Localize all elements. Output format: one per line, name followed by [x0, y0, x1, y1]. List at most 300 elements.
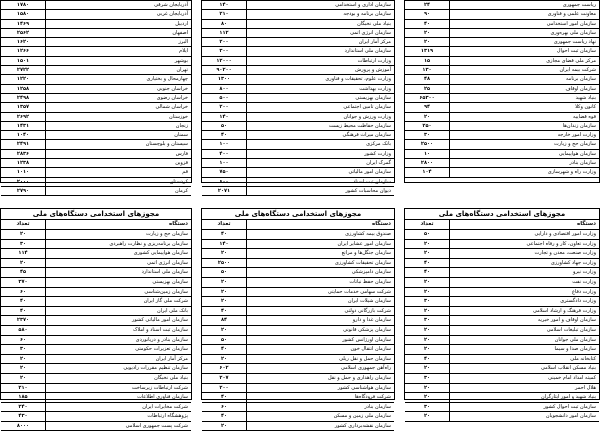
row-count: ۱۳۰ [422, 67, 432, 74]
table-row [1, 131, 191, 140]
row-organization: شرکت بیمه ایران [449, 66, 599, 74]
row-organization: کردستان [45, 178, 191, 186]
header-count: تعداد [16, 221, 30, 227]
row-count: ۲۰۰ [219, 384, 229, 391]
row-count: ۲۰ [220, 326, 228, 333]
row-count: ۵۰ [220, 336, 228, 343]
row-organization: وزارت صنعت، معدن و تجارت [449, 249, 599, 258]
row-organization: سازمان فناوری اطلاعات [45, 393, 191, 402]
row-count: ۱۵۸۰ [16, 11, 30, 18]
table-row [1, 278, 191, 288]
table-row [202, 140, 394, 149]
row-count: ۱۳۵۷ [16, 104, 30, 111]
row-organization: سازمان بنادر و دریانوردی [45, 336, 191, 345]
row-organization: البرز [45, 38, 191, 46]
row-organization: وزارت دفاع [449, 288, 599, 297]
row-organization: سازمان اورژانس کشور [246, 336, 394, 345]
row-count: ۲۰۰ [219, 39, 229, 46]
row-organization: ریاست جمهوری [449, 1, 599, 9]
table-row [1, 168, 191, 177]
table-row [202, 345, 394, 355]
row-count: ۲۴۹۸ [16, 94, 30, 101]
row-organization: سازمان بنادر [449, 159, 599, 167]
row-organization: سازمان میراث فرهنگی [246, 131, 394, 139]
row-count: ۴۰ [423, 20, 431, 27]
row-count: ۵۰ [220, 122, 228, 129]
table-row [405, 38, 599, 47]
row-organization: سازمان هواپیمایی [449, 150, 599, 158]
row-organization: سازمان پزشکی قانونی [246, 326, 394, 335]
row-count: ۱۸۵ [18, 394, 28, 401]
row-count: ۳۰ [423, 403, 431, 410]
row-organization: قوه قضاییه [449, 113, 599, 121]
table-row [405, 336, 599, 346]
row-count: ۲۶۹۲ [16, 113, 30, 120]
table-row [405, 278, 599, 288]
table-row [202, 113, 394, 122]
row-count: ۲۰ [423, 113, 431, 120]
row-organization: خراسان شمالی [45, 103, 191, 111]
table-row [1, 29, 191, 38]
table-row [202, 1, 394, 10]
row-count: ۴۰ [220, 394, 228, 401]
row-count: ۱۲۳۸ [16, 160, 30, 167]
table-row [405, 103, 599, 112]
table-row [202, 94, 394, 103]
table-row [405, 326, 599, 336]
row-organization: سازمان ملی زمین و مسکن [246, 412, 394, 421]
row-organization: چهارمحال و بختیاری [45, 75, 191, 83]
row-organization: فارس [45, 150, 191, 158]
row-count: ۲۸۳۶ [16, 150, 30, 157]
table-row [202, 297, 394, 307]
row-count: ۲۰ [19, 355, 27, 362]
row-count: ۲۰ [423, 365, 431, 372]
row-organization: کتابخانه ملی [449, 355, 599, 364]
row-count: ۲۰ [423, 29, 431, 36]
row-count: ۴۰ [19, 307, 27, 314]
table-row [202, 47, 394, 56]
table-row [1, 412, 191, 422]
row-organization: بنیاد شهید [449, 94, 599, 102]
row-count: ۲۵۶۲ [16, 29, 30, 36]
table-row [1, 178, 191, 187]
row-count: ۲۰ [19, 374, 27, 381]
table-title: مجوزهای استخدامی دستگاه‌های ملی [405, 209, 599, 220]
row-count: ۳۰ [423, 298, 431, 305]
table-row [1, 422, 191, 431]
row-count: ۱۲۵۸ [16, 85, 30, 92]
table-row [405, 94, 599, 103]
table-row [202, 178, 394, 187]
row-organization: سیستان و بلوچستان [45, 140, 191, 148]
row-count: ۴۵ [19, 269, 27, 276]
table-row [1, 288, 191, 298]
row-count: ۱۵۰۱ [16, 57, 30, 64]
table-row [405, 1, 599, 10]
row-organization: سازمان بهزیستی [45, 278, 191, 287]
row-organization: مرکز آمار ایران [246, 38, 394, 46]
row-organization: سازمان حفظ نباتات [246, 278, 394, 287]
row-organization: وزارت تعاون، کار و رفاه اجتماعی [449, 240, 599, 249]
table-row [405, 20, 599, 29]
table-row [1, 47, 191, 56]
table-row [405, 249, 599, 259]
row-organization: خوزستان [45, 113, 191, 121]
row-count: ۲۰ [423, 384, 431, 391]
row-count: ۱۶۲۰ [16, 39, 30, 46]
row-count: ۴۰ [423, 355, 431, 362]
table-row [202, 364, 394, 374]
row-count: ۲۰ [19, 259, 27, 266]
row-count: ۲۰ [423, 326, 431, 333]
row-organization: سازمان اوقاف [449, 85, 599, 93]
header-count: تعداد [420, 221, 434, 227]
table-row [1, 113, 191, 122]
table-header [1, 220, 191, 230]
table-row [202, 384, 394, 394]
table-bottom-left [0, 208, 192, 429]
row-organization: اردبیل [45, 20, 191, 28]
table-row [405, 288, 599, 298]
table-body [202, 230, 394, 431]
row-organization: قزوین [45, 159, 191, 167]
row-organization: سازمان تعزیرات حکومتی [45, 345, 191, 354]
row-count: ۳۰ [423, 132, 431, 139]
row-organization: وزارت امور خارجه [449, 131, 599, 139]
row-count: ۳۰ [423, 374, 431, 381]
row-count: ۴۰ [423, 269, 431, 276]
table-row [1, 140, 191, 149]
row-organization: سازمان انرژی اتمی [246, 29, 394, 37]
row-organization: سازمان امور مالیاتی [246, 168, 394, 176]
table-row [202, 85, 394, 94]
row-organization: سازمان بنادر [246, 403, 394, 412]
row-count: ۴۰ [220, 413, 228, 420]
row-count: ۱۳۱۹ [420, 48, 434, 55]
row-organization: بنیاد شهید و امور ایثارگران [449, 393, 599, 402]
table-row [202, 131, 394, 140]
row-count: ۴۰ [220, 132, 228, 139]
row-organization: وزارت دادگستری [449, 297, 599, 306]
table-row [405, 131, 599, 140]
row-count: ۲۱۰ [18, 384, 28, 391]
table-row [1, 230, 191, 240]
row-organization: پژوهشگاه ارتباطات [45, 412, 191, 421]
row-organization: سازمان اوقاف و امور خیریه [449, 316, 599, 325]
table-row [405, 403, 599, 413]
row-count: ۱۰ [423, 150, 431, 157]
row-organization: سازمان راهداری و حمل و نقل [246, 374, 394, 383]
row-count: ۲۴۰ [18, 403, 28, 410]
table-row [202, 57, 394, 66]
row-count: ۴۰ [220, 346, 228, 353]
row-organization: تهران [45, 66, 191, 74]
table-row [405, 75, 599, 84]
row-organization: معاونت علمی و فناوری [449, 10, 599, 18]
row-organization: وزارت ارتباطات [246, 57, 394, 65]
table-row [405, 393, 599, 403]
row-organization: سازمان تنظیم مقررات رادیویی [45, 364, 191, 373]
row-count: ۲۰ [220, 278, 228, 285]
row-organization: مرکز آمار ایران [45, 355, 191, 364]
row-organization: سازمان تبلیغات اسلامی [449, 326, 599, 335]
row-count: ۲۰ [220, 298, 228, 305]
row-organization: سازمان حج و زیارت [45, 230, 191, 239]
table-row [202, 122, 394, 131]
table-row [1, 57, 191, 66]
row-organization: کمیته امداد امام خمینی [449, 374, 599, 383]
table-row [202, 187, 394, 196]
row-count: ۴۸ [423, 76, 431, 83]
row-organization: کرمان [45, 187, 191, 195]
row-count: ۶۰ [19, 336, 27, 343]
row-organization: بانک ملی ایران [45, 307, 191, 316]
row-organization: سازمان برنامه‌ریزی و نظارت راهبردی [45, 240, 191, 249]
row-count: ۲۵۰ [422, 122, 432, 129]
table-row [1, 150, 191, 159]
row-organization: بنیاد ملی نخبگان [246, 20, 394, 28]
row-organization: سازمان ثبت احوال کشور [449, 403, 599, 412]
table-row [1, 297, 191, 307]
table-row [202, 336, 394, 346]
row-count: ۲۰ [423, 288, 431, 295]
row-organization: هلال احمر [449, 384, 599, 393]
row-count: ۲۱۰ [219, 11, 229, 18]
table-body [1, 230, 191, 431]
row-organization: راه‌آهن جمهوری اسلامی [246, 364, 394, 373]
row-count: ۳۰ [19, 240, 27, 247]
row-organization: سازمان امور استخدامی [449, 20, 599, 28]
row-organization: بانک مرکزی [246, 140, 394, 148]
row-organization: شرکت مخابرات ایران [45, 403, 191, 412]
row-organization: دیوان محاسبات کشور [246, 187, 394, 195]
row-count: ۲۰ [423, 346, 431, 353]
table-row [1, 393, 191, 403]
row-count: ۱۴۶۹ [16, 20, 30, 27]
row-count: ۲۰ [423, 336, 431, 343]
table-row [1, 187, 191, 196]
row-count: ۲۵۰۰ [217, 259, 231, 266]
row-organization: وزارت علوم، تحقیقات و فناوری [246, 75, 394, 83]
table-row [202, 230, 394, 240]
table-row [1, 326, 191, 336]
row-organization: سازمان زندان‌ها [449, 122, 599, 130]
table-row [405, 29, 599, 38]
row-organization: سازمان زمین‌شناسی [45, 288, 191, 297]
table-row [1, 94, 191, 103]
row-count: ۲۴۹۱ [16, 141, 30, 148]
row-count: ۱۳۰۰ [217, 76, 231, 83]
row-organization: سازمان برنامه و بودجه [246, 10, 394, 18]
row-organization: کانون وکلا [449, 103, 599, 111]
table-row [405, 168, 599, 177]
row-count: ۲۵۰۰ [420, 141, 434, 148]
row-count: ۳۰ [19, 346, 27, 353]
table-header [405, 220, 599, 230]
row-organization: سازمان امور دانشجویان [449, 412, 599, 421]
table-row [405, 230, 599, 240]
row-organization: سازمان ثبت اسناد [246, 178, 394, 186]
table-row [1, 38, 191, 47]
row-count: ۱۵ [423, 57, 431, 64]
table-row [202, 75, 394, 84]
row-count: ۱۴۰ [219, 113, 229, 120]
table-row [1, 403, 191, 413]
row-count: ۱۰۴ [422, 169, 432, 176]
row-count: ۳۰۰ [219, 48, 229, 55]
row-organization: سازمان ملی استاندارد [246, 47, 394, 55]
row-organization: ایلام [45, 47, 191, 55]
row-organization: شرکت فرودگاه‌ها [246, 393, 394, 402]
row-count: ۲۰ [220, 422, 228, 429]
table-row [202, 20, 394, 29]
row-organization: سازمان نقشه‌برداری کشور [246, 422, 394, 431]
row-organization: آذربایجان غربی [45, 10, 191, 18]
table-body [202, 1, 394, 196]
table-row [405, 374, 599, 384]
table-row [202, 355, 394, 365]
row-count: ۱۱۴ [18, 250, 28, 257]
row-count: ۲۰ [423, 307, 431, 314]
row-organization: سازمان برنامه [449, 75, 599, 83]
table-row [1, 20, 191, 29]
row-count: ۲۰ [423, 413, 431, 420]
table-row [405, 159, 599, 168]
row-count: ۲۰ [423, 240, 431, 247]
row-count: ۸۰۰۰ [16, 422, 30, 429]
table-row [202, 307, 394, 317]
row-count: ۴۰ [220, 307, 228, 314]
row-count: ۲۰ [19, 365, 27, 372]
row-organization: خراسان جنوبی [45, 85, 191, 93]
row-organization: سازمان شیلات ایران [246, 297, 394, 306]
row-organization: شرکت پست جمهوری اسلامی [45, 422, 191, 431]
row-count: ۲۷۲۲ [16, 67, 30, 74]
table-row [202, 29, 394, 38]
table-top-middle [201, 0, 395, 194]
row-organization: سازمان امور مالیاتی کشور [45, 316, 191, 325]
table-row [1, 159, 191, 168]
table-row [202, 150, 394, 159]
table-row [202, 403, 394, 413]
table-row [405, 57, 599, 66]
table-row [1, 384, 191, 394]
table-row [1, 355, 191, 365]
table-row [405, 297, 599, 307]
row-count: ۶۰۰ [219, 178, 229, 185]
row-count: ۱۲۲۰ [16, 76, 30, 83]
table-title: مجوزهای استخدامی دستگاه‌های ملی [1, 209, 191, 220]
table-row [202, 412, 394, 422]
table-row [405, 268, 599, 278]
row-count: ۵۰۰ [219, 94, 229, 101]
row-organization: وزارت نفت [449, 278, 599, 287]
table-row [405, 384, 599, 394]
row-organization: وزارت جهاد کشاورزی [449, 259, 599, 268]
row-organization: وزارت ورزش و جوانان [246, 113, 394, 121]
row-count: ۲۰ [423, 250, 431, 257]
row-organization: شرکت ارتباطات زیرساخت [45, 384, 191, 393]
table-row [1, 1, 191, 10]
table-row [202, 10, 394, 19]
row-count: ۲۰۰ [219, 104, 229, 111]
row-count: ۲۰ [423, 394, 431, 401]
row-organization: وزارت فرهنگ و ارشاد اسلامی [449, 307, 599, 316]
row-count: ۲۰ [220, 355, 228, 362]
row-count: ۶۰ [220, 403, 228, 410]
row-count: ۶۰ [19, 288, 27, 295]
row-count: ۴۰ [220, 231, 228, 237]
table-row [405, 259, 599, 269]
table-row [202, 288, 394, 298]
row-count: ۱۰۰ [219, 141, 229, 148]
row-count: ۲۰ [423, 39, 431, 46]
row-organization: وزارت راه و شهرسازی [449, 168, 599, 176]
row-organization: وزارت بهداشت [246, 85, 394, 93]
row-organization: آذربایجان شرقی [45, 1, 191, 9]
row-organization: زنجان [45, 122, 191, 130]
table-row [202, 159, 394, 168]
row-organization: سازمان تامین اجتماعی [246, 103, 394, 111]
table-row [1, 307, 191, 317]
row-organization: گمرک ایران [246, 159, 394, 167]
table-row [1, 249, 191, 259]
table-row [1, 103, 191, 112]
row-organization: صندوق بیمه کشاورزی [246, 230, 394, 239]
row-count: ۲۰ [220, 288, 228, 295]
table-row [202, 103, 394, 112]
table-row [1, 316, 191, 326]
table-row [405, 122, 599, 131]
row-count: ۴۰ [423, 259, 431, 266]
row-organization: وزارت کشور [246, 150, 394, 158]
table-row [1, 240, 191, 250]
table-row [202, 249, 394, 259]
table-top-left [0, 0, 192, 194]
row-organization: وزارت نیرو [449, 268, 599, 277]
table-body [1, 1, 191, 196]
row-count: ۱۰۴۰ [16, 132, 30, 139]
row-count: ۸۴ [220, 317, 228, 324]
table-row [405, 307, 599, 317]
row-count: ۱۴۰ [219, 2, 229, 8]
table-row [202, 168, 394, 177]
table-row [1, 75, 191, 84]
row-count: ۵۸۰ [18, 326, 28, 333]
row-count: ۷۵۰ [219, 169, 229, 176]
row-organization: سازمان دامپزشکی [246, 268, 394, 277]
row-organization: سازمان حج و زیارت [449, 140, 599, 148]
row-count: ۴۰۰ [219, 150, 229, 157]
row-organization: سازمان ملی جوانان [449, 336, 599, 345]
row-count: ۱۷۸۰ [16, 2, 30, 8]
row-count: ۸۰ [220, 20, 228, 27]
row-organization: سازمان صدا و سیما [449, 345, 599, 354]
table-row [1, 85, 191, 94]
table-row [1, 364, 191, 374]
table-row [405, 66, 599, 75]
table-row [405, 10, 599, 19]
header-count: تعداد [217, 221, 231, 227]
row-organization: آموزش و پرورش [246, 66, 394, 74]
table-row [1, 259, 191, 269]
table-body [405, 1, 599, 178]
row-count: ۱۴۰ [219, 240, 229, 247]
row-organization: سازمان ملی استاندارد [45, 268, 191, 277]
row-count: ۶۰۲ [219, 365, 229, 372]
row-count: ۶۵۳۰۰ [419, 94, 435, 101]
